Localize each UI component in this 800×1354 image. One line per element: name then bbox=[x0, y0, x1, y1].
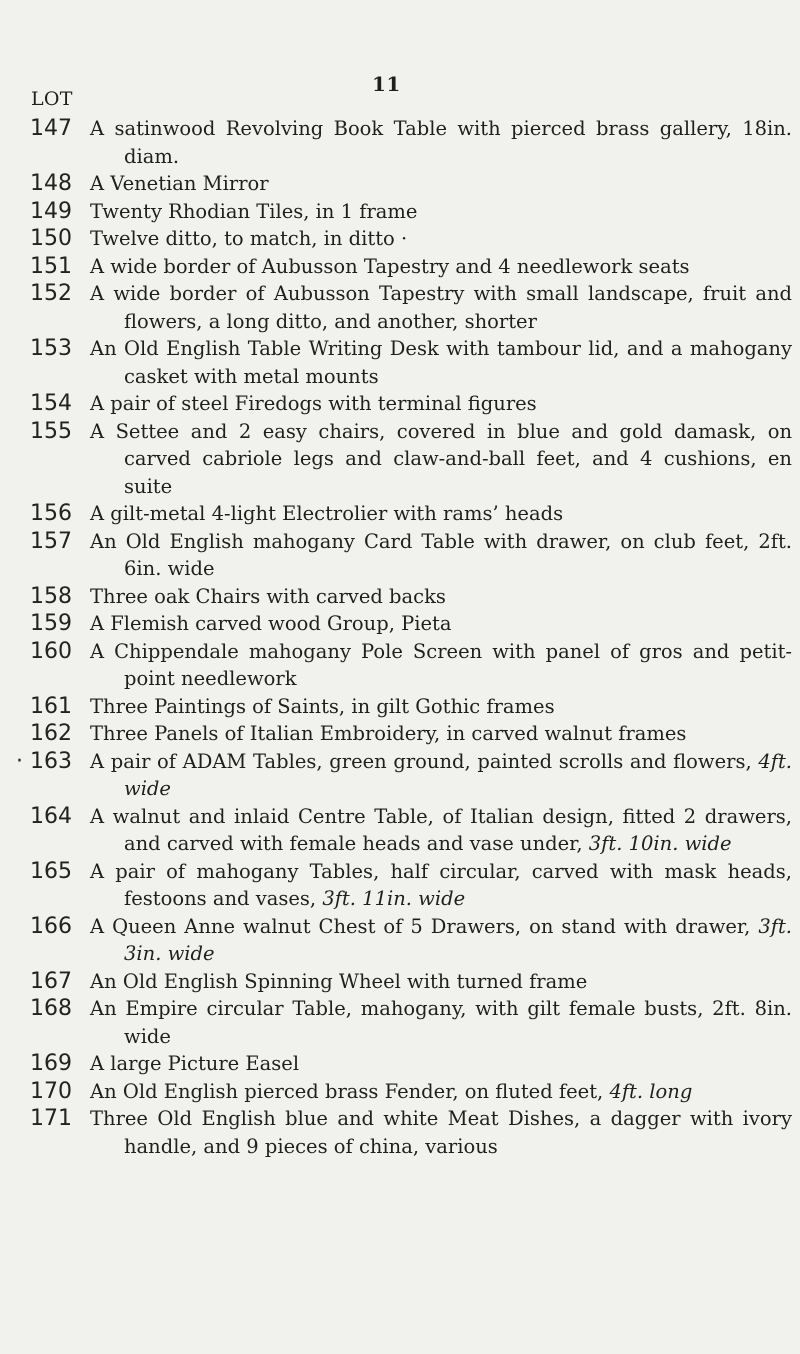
lot-entry bbox=[0, 1105, 800, 1160]
lot-entry bbox=[0, 638, 800, 693]
lot-description bbox=[90, 280, 792, 335]
lot-entry bbox=[0, 1078, 800, 1106]
lot-description bbox=[90, 198, 792, 226]
lot-description bbox=[90, 858, 792, 913]
page-number: 11 bbox=[372, 72, 401, 96]
lot-number: 160 bbox=[30, 638, 72, 664]
lot-description-text: A large Picture Easel bbox=[90, 1052, 300, 1075]
lot-description bbox=[90, 390, 792, 418]
lot-entry bbox=[0, 225, 800, 253]
lot-description bbox=[90, 1078, 792, 1106]
lot-description bbox=[90, 968, 792, 996]
lot-number: 171 bbox=[30, 1106, 72, 1131]
lot-entry bbox=[0, 528, 800, 583]
lot-entry bbox=[0, 748, 800, 803]
lot-number: 170 bbox=[30, 1078, 72, 1104]
lot-description bbox=[90, 748, 792, 803]
lot-number: 148 bbox=[30, 171, 72, 196]
lot-description bbox=[90, 253, 792, 281]
lot-description-text: An Old English mahogany Card Table with drawer, on club feet, 2ft. 6in. wide bbox=[90, 529, 792, 580]
lot-number: 153 bbox=[30, 336, 72, 361]
lot-entry bbox=[0, 610, 800, 638]
lot-number: 149 bbox=[30, 198, 72, 224]
lot-number: 147 bbox=[30, 116, 72, 141]
lot-description bbox=[90, 610, 792, 638]
lot-entry bbox=[0, 858, 800, 913]
lot-description-text: An Old English pierced brass Fender, on fluted feet, bbox=[90, 1079, 610, 1103]
lot-description bbox=[90, 1105, 792, 1160]
lot-description-text: A Chippendale mahogany Pole Screen with panel of gros and petit-point needlework bbox=[90, 639, 792, 690]
lot-description bbox=[90, 583, 792, 611]
lot-dimension: 3ft. 11in. wide bbox=[322, 887, 466, 910]
lot-number: · 163 bbox=[16, 748, 72, 774]
lot-description-text: A gilt-metal 4-light Electrolier with rams’ heads bbox=[90, 502, 564, 525]
lot-description-text: Three Paintings of Saints, in gilt Gothic frames bbox=[90, 694, 555, 718]
lot-list bbox=[0, 115, 800, 1160]
lot-entry bbox=[0, 995, 800, 1050]
lot-description bbox=[90, 500, 792, 528]
lot-description-text: A Settee and 2 easy chairs, covered in blue and gold damask, on carved cabriole legs and claw-and-ball feet, and 4 cushions, en suite bbox=[90, 419, 792, 498]
lot-description-text: An Old English Table Writing Desk with tambour lid, and a mahogany casket with metal mounts bbox=[90, 337, 792, 388]
lot-entry bbox=[0, 968, 800, 996]
lot-entry bbox=[0, 418, 800, 501]
lot-number: 157 bbox=[30, 528, 72, 554]
lot-description-text: An Old English Spinning Wheel with turned frame bbox=[90, 969, 588, 993]
lot-description bbox=[90, 995, 792, 1050]
lot-description-text: Three oak Chairs with carved backs bbox=[90, 584, 446, 608]
lot-entry bbox=[0, 913, 800, 968]
lot-description bbox=[90, 638, 792, 693]
lot-description-text: A wide border of Aubusson Tapestry with small landscape, fruit and flowers, a long ditto, and another, shorter bbox=[90, 282, 792, 333]
lot-description-text: A pair of ADAM Tables, green ground, painted scrolls and flowers, bbox=[90, 749, 759, 773]
lot-description-text: A satinwood Revolving Book Table with pierced brass gallery, 18in. diam. bbox=[90, 117, 792, 168]
lot-description bbox=[90, 225, 792, 253]
lot-description-text: A walnut and inlaid Centre Table, of Italian design, fitted 2 drawers, and carved with female heads and vase under, bbox=[90, 804, 792, 855]
lot-number: 165 bbox=[30, 858, 72, 884]
lot-number: 154 bbox=[30, 391, 72, 416]
lot-description-text: A wide border of Aubusson Tapestry and 4 needlework seats bbox=[90, 254, 690, 278]
lot-number: 162 bbox=[30, 721, 72, 746]
lot-description bbox=[90, 528, 792, 583]
lot-column-heading: LOT bbox=[31, 88, 73, 110]
lot-description-text: An Empire circular Table, mahogany, with gilt female busts, 2ft. 8in. wide bbox=[90, 997, 792, 1048]
lot-entry bbox=[0, 335, 800, 390]
lot-dimension: 3ft. 10in. wide bbox=[588, 832, 732, 855]
lot-entry bbox=[0, 390, 800, 418]
lot-description bbox=[90, 803, 792, 858]
lot-entry bbox=[0, 253, 800, 281]
lot-description-text: A Venetian Mirror bbox=[90, 172, 269, 195]
lot-number: 161 bbox=[30, 693, 72, 719]
lot-number: 168 bbox=[30, 996, 72, 1021]
lot-entry bbox=[0, 720, 800, 748]
lot-entry bbox=[0, 803, 800, 858]
lot-description-text: A pair of mahogany Tables, half circular, carved with mask heads, festoons and vases, bbox=[90, 859, 792, 910]
lot-number: 164 bbox=[30, 803, 72, 829]
lot-description bbox=[90, 418, 792, 501]
lot-description-text: Twelve ditto, to match, in ditto · bbox=[90, 227, 408, 250]
lot-number: 166 bbox=[30, 913, 72, 939]
lot-entry bbox=[0, 500, 800, 528]
lot-dimension: 3ft. 3in. wide bbox=[124, 914, 792, 965]
lot-dimension: 4ft. long bbox=[609, 1079, 693, 1103]
lot-description bbox=[90, 335, 792, 390]
lot-number: 155 bbox=[30, 418, 72, 444]
lot-entry bbox=[0, 170, 800, 198]
lot-description-text: A pair of steel Firedogs with terminal figures bbox=[90, 392, 537, 415]
lot-number: 158 bbox=[30, 583, 72, 609]
lot-description-text: Three Panels of Italian Embroidery, in carved walnut frames bbox=[90, 722, 687, 745]
lot-number: 167 bbox=[30, 968, 72, 994]
lot-entry bbox=[0, 1050, 800, 1078]
lot-number: 150 bbox=[30, 226, 72, 251]
lot-number: 159 bbox=[30, 611, 72, 636]
lot-number: 152 bbox=[30, 281, 72, 306]
lot-description bbox=[90, 720, 792, 748]
lot-description bbox=[90, 693, 792, 721]
lot-description-text: A Flemish carved wood Group, Pieta bbox=[90, 612, 452, 635]
lot-entry bbox=[0, 115, 800, 170]
lot-entry bbox=[0, 583, 800, 611]
lot-entry bbox=[0, 693, 800, 721]
lot-description-text: Three Old English blue and white Meat Dishes, a dagger with ivory handle, and 9 pieces of china, various bbox=[90, 1107, 792, 1158]
lot-number: 169 bbox=[30, 1051, 72, 1076]
lot-dimension: 4ft. wide bbox=[124, 749, 792, 800]
lot-number: 151 bbox=[30, 253, 72, 279]
lot-description bbox=[90, 913, 792, 968]
lot-number: 156 bbox=[30, 501, 72, 526]
lot-description-text: A Queen Anne walnut Chest of 5 Drawers, on stand with drawer, bbox=[90, 914, 759, 938]
lot-description-text: Twenty Rhodian Tiles, in 1 frame bbox=[90, 199, 418, 223]
lot-description bbox=[90, 1050, 792, 1078]
lot-entry bbox=[0, 198, 800, 226]
lot-description bbox=[90, 170, 792, 198]
lot-entry bbox=[0, 280, 800, 335]
lot-description bbox=[90, 115, 792, 170]
